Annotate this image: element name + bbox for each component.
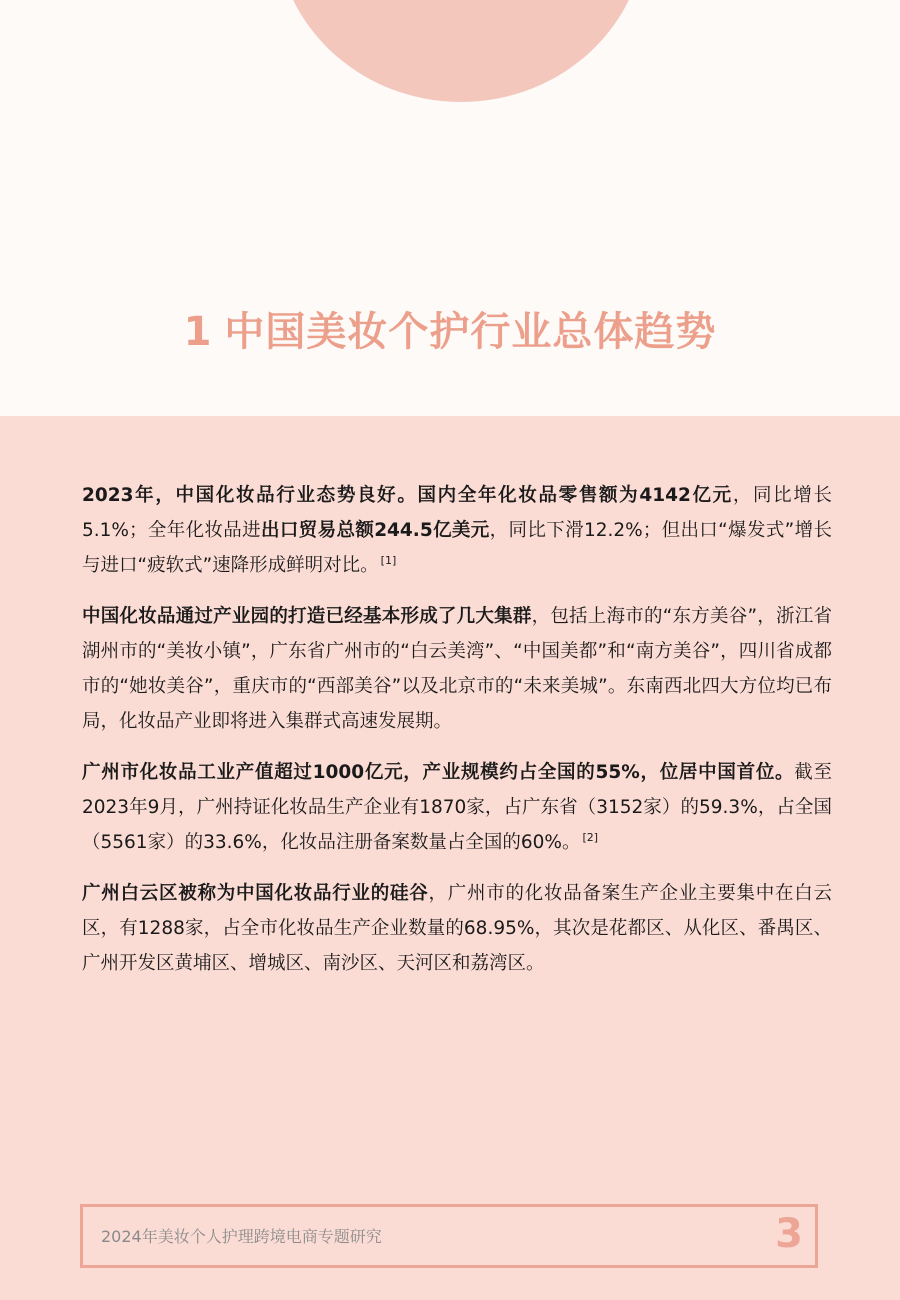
paragraph-4 xyxy=(82,876,832,981)
paragraph-1-seg-2: 出口贸易总额244.5亿美元 xyxy=(261,520,490,541)
paragraph-1-seg-1: ，同比增长5.1%；全年化妆品进 xyxy=(82,485,832,541)
citation-1: [1] xyxy=(380,553,397,567)
paragraph-1 xyxy=(82,478,832,583)
paragraph-2-seg-1: ，包括上海市的“东方美谷”，浙江省湖州市的“美妆小镇”，广东省广州市的“白云美湾”、“中国美都”和“南方美谷”，四川省成都市的“她妆美谷”，重庆市的“西部美谷”以及北京市的“未来美城”。东南西北四大方位均已布局，化妆品产业即将进入集群式高速发展期。 xyxy=(82,606,832,732)
section-title-text: 中国美妆个护行业总体趋势 xyxy=(224,309,717,355)
paragraph-3-seg-0: 广州市化妆品工业产值超过1000亿元，产业规模约占全国的55%，位居中国首位。 xyxy=(82,762,795,783)
paragraph-1-seg-0: 2023年，中国化妆品行业态势良好。国内全年化妆品零售额为4142亿元 xyxy=(82,485,733,506)
paragraph-2 xyxy=(82,599,832,739)
footer-box xyxy=(80,1204,818,1268)
paragraph-4-seg-1: ，广州市的化妆品备案生产企业主要集中在白云区，有1288家，占全市化妆品生产企业数量的68.95%，其次是花都区、从化区、番禺区、广州开发区黄埔区、增城区、南沙区、天河区和荔湾区。 xyxy=(82,883,832,974)
paragraph-3-seg-1: 截至2023年9月，广州持证化妆品生产企业有1870家，占广东省（3152家）的59.3%，占全国（5561家）的33.6%，化妆品注册备案数量占全国的60%。 xyxy=(82,762,832,853)
citation-2: [2] xyxy=(582,830,599,844)
paragraph-4-seg-0: 广州白云区被称为中国化妆品行业的硅谷 xyxy=(82,883,429,904)
section-number: 1 xyxy=(183,309,213,355)
page-number: 3 xyxy=(775,1211,803,1257)
paragraph-2-seg-0: 中国化妆品通过产业园的打造已经基本形成了几大集群 xyxy=(82,606,532,627)
decorative-circle xyxy=(276,0,646,102)
page-title xyxy=(0,300,900,357)
body-text xyxy=(82,478,832,997)
content-panel xyxy=(0,416,900,1300)
paragraph-1-seg-3: ，同比下滑12.2%；但出口“爆发式”增长与进口“疲软式”速降形成鲜明对比。 xyxy=(82,520,832,576)
paragraph-3 xyxy=(82,755,832,860)
footer-title: 2024年美妆个人护理跨境电商专题研究 xyxy=(101,1227,382,1246)
